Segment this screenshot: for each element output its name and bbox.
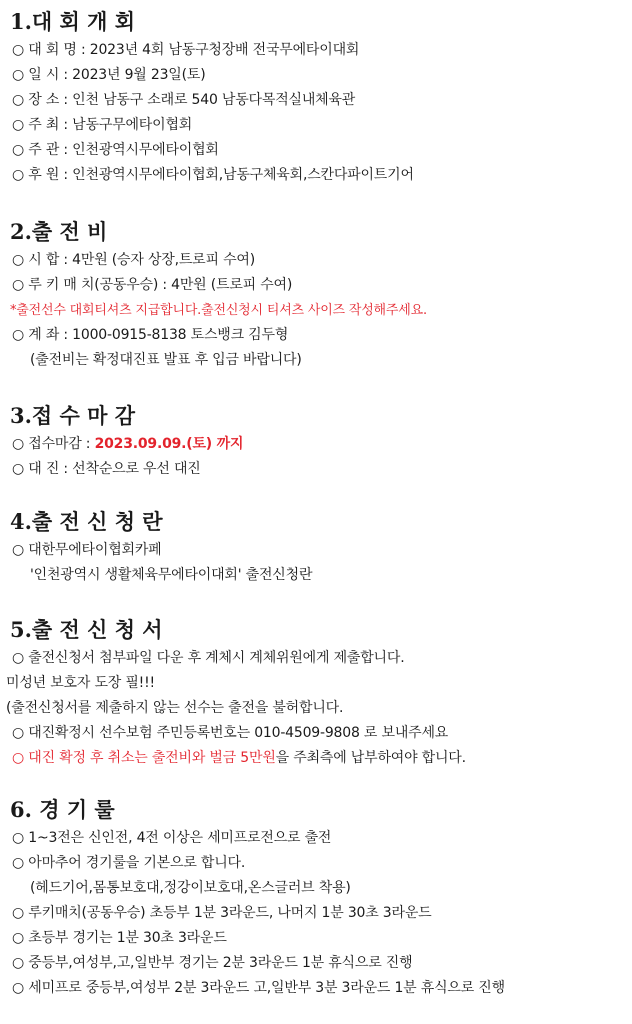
organizer-line: ○ 주 최 : 남동구무에타이협회	[12, 117, 193, 133]
bracket-line: ○ 대 진 : 선착순으로 우선 대진	[12, 461, 201, 477]
section-heading: 4.출 전 신 청 란	[10, 509, 163, 534]
rookie-fee-line: ○ 루 키 매 치(공동우승) : 4만원 (트로피 수여)	[12, 277, 293, 293]
rule-line: ○ 1~3전은 신인전, 4전 이상은 세미프로전으로 출전	[12, 830, 332, 846]
rule-line: ○ 루키매치(공동우승) 초등부 1분 3라운드, 나머지 1분 30초 3라운드	[12, 905, 432, 921]
form-submit-line: ○ 출전신청서 첨부파일 다운 후 계체시 계체위원에게 제출합니다.	[12, 650, 405, 666]
event-name-line: ○ 대 회 명 : 2023년 4회 남동구청장배 전국무에타이대회	[12, 42, 360, 58]
section-rules	[0, 794, 632, 1001]
section-heading: 2.출 전 비	[10, 219, 108, 244]
section-event-info	[0, 6, 632, 188]
section-heading: 1.대 회 개 회	[10, 9, 135, 34]
guardian-seal-line: 미성년 보호자 도장 필!!!	[6, 675, 155, 691]
tshirt-notice: *출전선수 대회티셔츠 지급합니다.출전신청시 티셔츠 사이즈 작성해주세요.	[10, 303, 427, 318]
no-form-warning-line: (출전신청서를 제출하지 않는 선수는 출전을 불허합니다.	[6, 700, 344, 716]
section-application-form	[0, 614, 632, 771]
section-entry-fee	[0, 216, 632, 373]
host-line: ○ 주 관 : 인천광역시무에타이협회	[12, 142, 219, 158]
section-application	[0, 506, 632, 588]
section-heading: 6. 경 기 룰	[10, 797, 115, 822]
bank-account-line: ○ 계 좌 : 1000-0915-8138 토스뱅크 김두형	[12, 327, 289, 343]
payment-note-line: (출전비는 확정대진표 발표 후 입금 바랍니다)	[30, 352, 302, 368]
deadline-label: ○ 접수마감 :	[12, 436, 95, 452]
rule-line: ○ 초등부 경기는 1분 30초 3라운드	[12, 930, 227, 946]
event-date-line: ○ 일 시 : 2023년 9월 23일(토)	[12, 67, 206, 83]
match-fee-line: ○ 시 합 : 4만원 (승자 상장,트로피 수여)	[12, 252, 255, 268]
rule-line: ○ 아마추어 경기룰을 기본으로 합니다.	[12, 855, 246, 871]
cafe-line: ○ 대한무에타이협회카페	[12, 542, 162, 558]
rule-line: (헤드기어,몸통보호대,정강이보호대,온스글러브 착용)	[30, 880, 351, 896]
deadline-line	[12, 432, 632, 457]
event-venue-line: ○ 장 소 : 인천 남동구 소래로 540 남동다목적실내체육관	[12, 92, 356, 108]
sponsor-line: ○ 후 원 : 인천광역시무에타이협회,남동구체육회,스칸다파이트기어	[12, 167, 414, 183]
insurance-line: ○ 대진확정시 선수보험 주민등록번호는 010-4509-9808 로 보내주세요	[12, 725, 449, 741]
deadline-value: 2023.09.09.(토) 까지	[94, 436, 244, 452]
cancel-penalty-highlight: ○ 대진 확정 후 취소는 출전비와 벌금 5만원	[12, 750, 276, 766]
section-heading: 5.출 전 신 청 서	[10, 617, 163, 642]
section-heading: 3.접 수 마 감	[10, 403, 135, 428]
section-deadline	[0, 400, 632, 482]
cancel-penalty-line	[12, 746, 632, 771]
board-name-line: '인천광역시 생활체육무에타이대회' 출전신청란	[30, 567, 313, 583]
rule-line: ○ 세미프로 중등부,여성부 2분 3라운드 고,일반부 3분 3라운드 1분 휴식으로 진행	[12, 980, 505, 996]
cancel-penalty-rest: 을 주최측에 납부하여야 합니다.	[275, 750, 466, 766]
rule-line: ○ 중등부,여성부,고,일반부 경기는 2분 3라운드 1분 휴식으로 진행	[12, 955, 413, 971]
